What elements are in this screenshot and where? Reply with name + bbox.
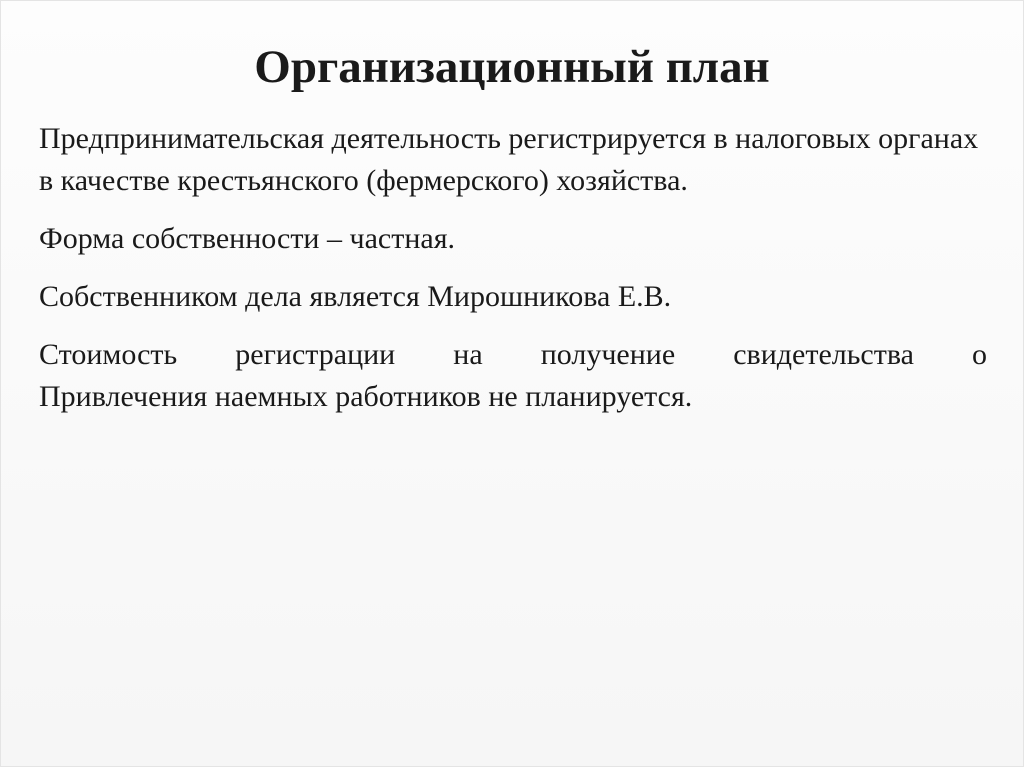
paragraph-hiring: Привлечения наемных работников не планируется. (39, 380, 693, 413)
cost-word: Стоимость (39, 338, 178, 371)
cost-word: свидетельства (733, 338, 914, 371)
cost-word: получение (540, 338, 676, 371)
cost-word: на (453, 338, 483, 371)
paragraph-cost-line (39, 334, 987, 376)
slide-title: Организационный план (254, 41, 770, 93)
cost-word: регистрации (235, 338, 396, 371)
paragraph-registration: Предпринимательская деятельность регистрируется в налоговых органах в качестве крестьянского (фермерского) хозяйства. (39, 122, 979, 197)
cost-word: о (971, 338, 987, 371)
paragraph-owner: Собственником дела является Мирошникова Е.В. (39, 280, 672, 313)
slide-body (39, 118, 987, 434)
paragraph-ownership-form: Форма собственности – частная. (39, 222, 455, 255)
